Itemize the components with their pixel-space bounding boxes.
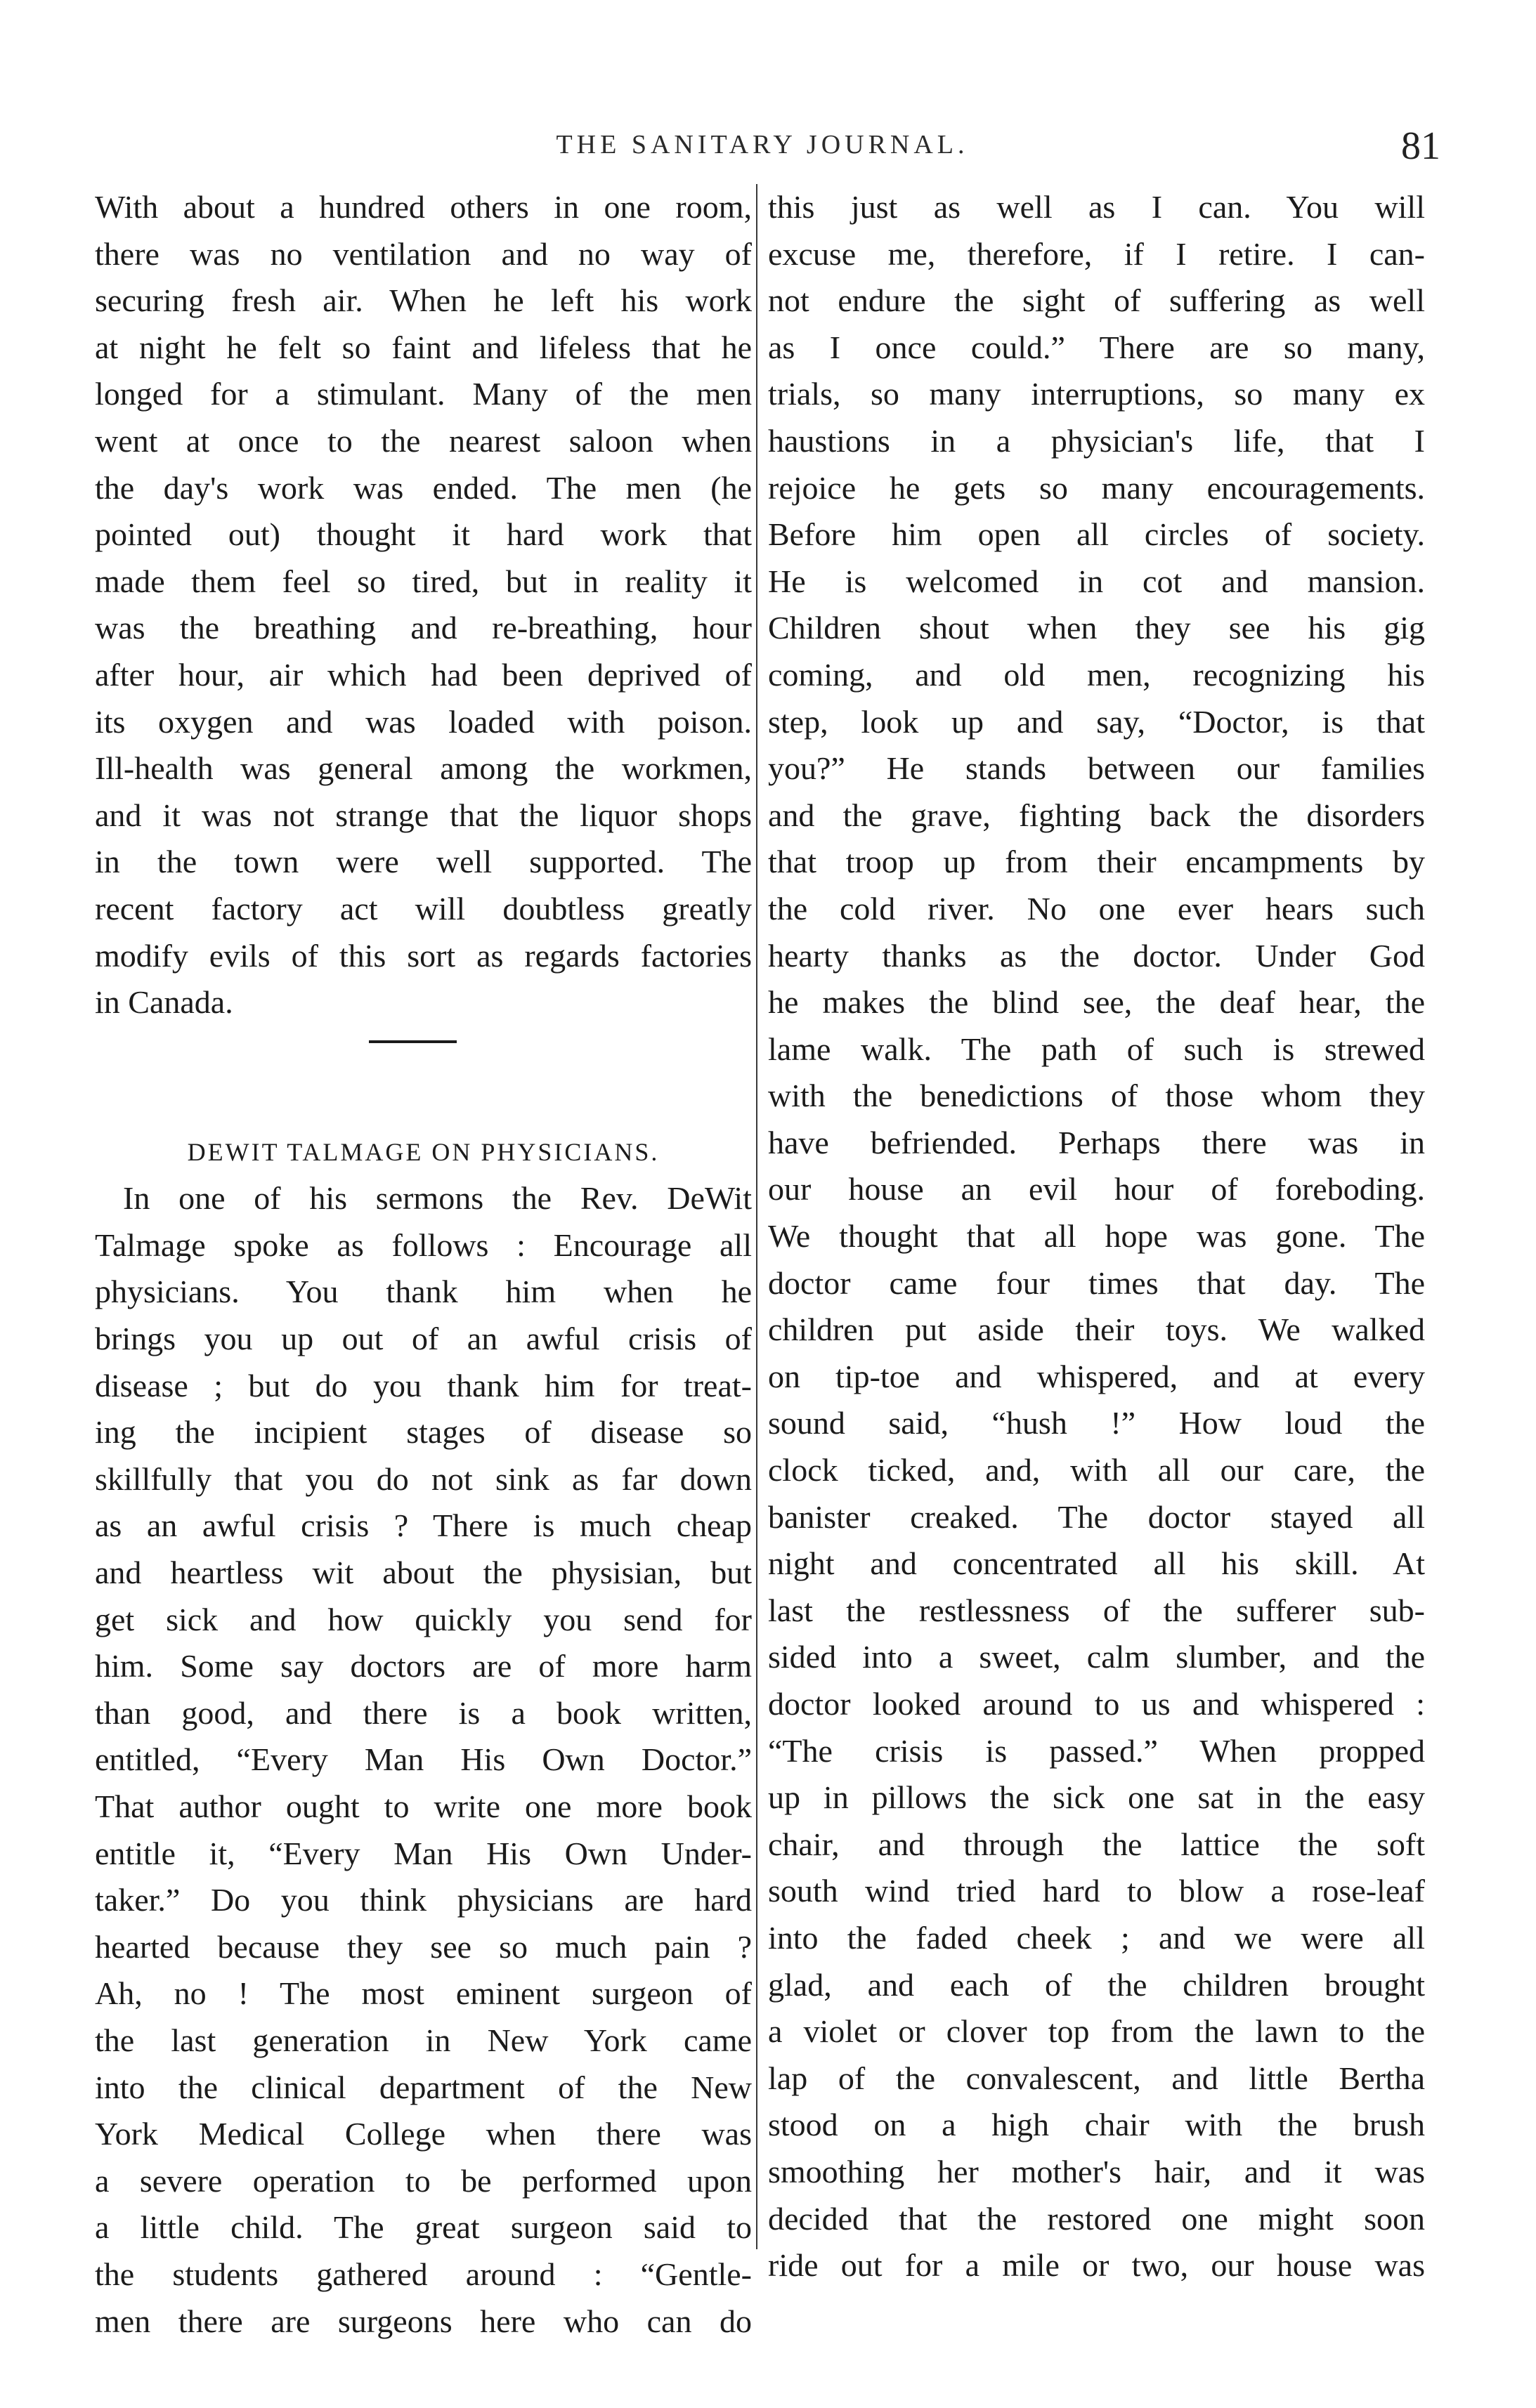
text-line: He is welcomed in cot and mansion. (768, 563, 1425, 599)
text-line: chair, and through the lattice the soft (768, 1826, 1425, 1862)
text-line: “The crisis is passed.” When propped (768, 1732, 1425, 1769)
text-line: on tip-toe and whispered, and at every (768, 1358, 1425, 1394)
left-column (95, 184, 752, 2345)
text-line: We thought that all hope was gone. The (768, 1218, 1425, 1255)
text-line: that troop up from their encampments by (768, 844, 1425, 880)
section-heading: DEWIT TALMAGE ON PHYSICIANS. (187, 1137, 660, 1166)
text-line: was the breathing and re-breathing, hour (95, 610, 752, 646)
page-number: 81 (1401, 124, 1440, 168)
text-line: excuse me, therefore, if I retire. I can- (768, 235, 1425, 272)
text-line: modify evils of this sort as regards factories (95, 937, 752, 974)
text-line: With about a hundred others in one room, (95, 189, 752, 225)
text-line: and it was not strange that the liquor shops (95, 797, 752, 833)
text-line: into the faded cheek ; and we were all (768, 1919, 1425, 1956)
text-line: our house an evil hour of foreboding. (768, 1171, 1425, 1208)
text-line: brings you up out of an awful crisis of (95, 1321, 752, 1357)
text-line: last the restlessness of the sufferer sub- (768, 1592, 1425, 1628)
text-line: glad, and each of the children brought (768, 1966, 1425, 2003)
text-line: a violet or clover top from the lawn to the (768, 2013, 1425, 2050)
text-line: Ah, no ! The most eminent surgeon of (95, 1975, 752, 2012)
text-line: hearted because they see so much pain ? (95, 1928, 752, 1965)
text-line: night and concentrated all his skill. At (768, 1545, 1425, 1582)
text-line: longed for a stimulant. Many of the men (95, 376, 752, 412)
text-line: skillfully that you do not sink as far down (95, 1460, 752, 1497)
text-line: clock ticked, and, with all our care, the (768, 1452, 1425, 1488)
text-line: the cold river. No one ever hears such (768, 890, 1425, 927)
text-line: sided into a sweet, calm slumber, and the (768, 1639, 1425, 1675)
column-divider (756, 184, 757, 2249)
text-line: lame walk. The path of such is strewed (768, 1030, 1425, 1067)
text-line: made them feel so tired, but in reality it (95, 563, 752, 599)
text-line: a little child. The great surgeon said to (95, 2209, 752, 2246)
text-line: as an awful crisis ? There is much cheap (95, 1507, 752, 1544)
text-line: coming, and old men, recognizing his (768, 656, 1425, 693)
text-line: south wind tried hard to blow a rose-leaf (768, 1873, 1425, 1909)
text-line: trials, so many interruptions, so many ex (768, 376, 1425, 412)
text-line: men there are surgeons here who can do (95, 2303, 752, 2339)
text-line: lap of the convalescent, and little Bertha (768, 2060, 1425, 2096)
text-line: pointed out) thought it hard work that (95, 516, 752, 553)
text-line: there was no ventilation and no way of (95, 235, 752, 272)
text-line: Children shout when they see his gig (768, 610, 1425, 646)
text-line: step, look up and say, “Doctor, is that (768, 703, 1425, 740)
text-line: the day's work was ended. The men (he (95, 469, 752, 506)
text-line: children put aside their toys. We walked (768, 1311, 1425, 1348)
text-line: not endure the sight of suffering as well (768, 282, 1425, 319)
text-line: and heartless wit about the physisian, but (95, 1555, 752, 1591)
text-line: went at once to the nearest saloon when (95, 422, 752, 459)
text-line: smoothing her mother's hair, and it was (768, 2153, 1425, 2190)
text-line: the last generation in New York came (95, 2022, 752, 2058)
text-line: Ill-health was general among the workmen, (95, 750, 752, 787)
running-head (84, 124, 1440, 166)
text-line: get sick and how quickly you send for (95, 1601, 752, 1637)
text-line: taker.” Do you think physicians are hard (95, 1882, 752, 1918)
text-line: the students gathered around : “Gentle- (95, 2256, 752, 2292)
paragraph-talmage-sermon (95, 1175, 752, 2345)
text-line: as I once could.” There are so many, (768, 329, 1425, 365)
text-line: in Canada. (95, 984, 233, 1021)
text-line: recent factory act will doubtless greatly (95, 890, 752, 927)
text-line: this just as well as I can. You will (768, 189, 1425, 225)
text-line: you?” He stands between our families (768, 750, 1425, 787)
text-line: a severe operation to be performed upon (95, 2162, 752, 2199)
text-line: doctor came four times that day. The (768, 1264, 1425, 1301)
text-line: Before him open all circles of society. (768, 516, 1425, 553)
text-line: ing the incipient stages of disease so (95, 1414, 752, 1451)
paragraph-factory-ventilation (95, 184, 752, 1026)
text-line: hearty thanks as the doctor. Under God (768, 937, 1425, 974)
text-line: after hour, air which had been deprived of (95, 656, 752, 693)
running-title: THE SANITARY JOURNAL. (556, 130, 969, 159)
text-line: into the clinical department of the New (95, 2069, 752, 2105)
text-line: up in pillows the sick one sat in the easy (768, 1779, 1425, 1816)
text-line: disease ; but do you thank him for treat- (95, 1367, 752, 1403)
text-line: That author ought to write one more book (95, 1788, 752, 1824)
text-line: York Medical College when there was (95, 2116, 752, 2152)
text-line: Talmage spoke as follows : Encourage all (95, 1226, 752, 1263)
text-line: ride out for a mile or two, our house was (768, 2247, 1425, 2284)
text-line: have befriended. Perhaps there was in (768, 1124, 1425, 1160)
text-line: its oxygen and was loaded with poison. (95, 703, 752, 740)
text-line: with the benedictions of those whom they (768, 1078, 1425, 1114)
text-line: in the town were well supported. The (95, 844, 752, 880)
text-line: stood on a high chair with the brush (768, 2107, 1425, 2143)
right-column (768, 184, 1425, 2289)
text-line: In one of his sermons the Rev. DeWit (123, 1180, 752, 1217)
text-line: haustions in a physician's life, that I (768, 422, 1425, 459)
text-line: than good, and there is a book written, (95, 1694, 752, 1731)
text-line: at night he felt so faint and lifeless that he (95, 329, 752, 365)
horizontal-rule (369, 1040, 457, 1043)
text-line: securing fresh air. When he left his work (95, 282, 752, 319)
text-line: him. Some say doctors are of more harm (95, 1648, 752, 1684)
text-line: and the grave, fighting back the disorders (768, 797, 1425, 833)
text-line: sound said, “hush !” How loud the (768, 1405, 1425, 1441)
text-line: banister creaked. The doctor stayed all (768, 1498, 1425, 1535)
text-line: he makes the blind see, the deaf hear, the (768, 984, 1425, 1021)
text-line: entitle it, “Every Man His Own Under- (95, 1835, 752, 1871)
text-line: rejoice he gets so many encouragements. (768, 469, 1425, 506)
text-line: decided that the restored one might soon (768, 2200, 1425, 2237)
section-separator (95, 1026, 752, 1129)
text-line: doctor looked around to us and whispered : (768, 1686, 1425, 1722)
text-line: physicians. You thank him when he (95, 1274, 752, 1310)
text-line: entitled, “Every Man His Own Doctor.” (95, 1741, 752, 1778)
